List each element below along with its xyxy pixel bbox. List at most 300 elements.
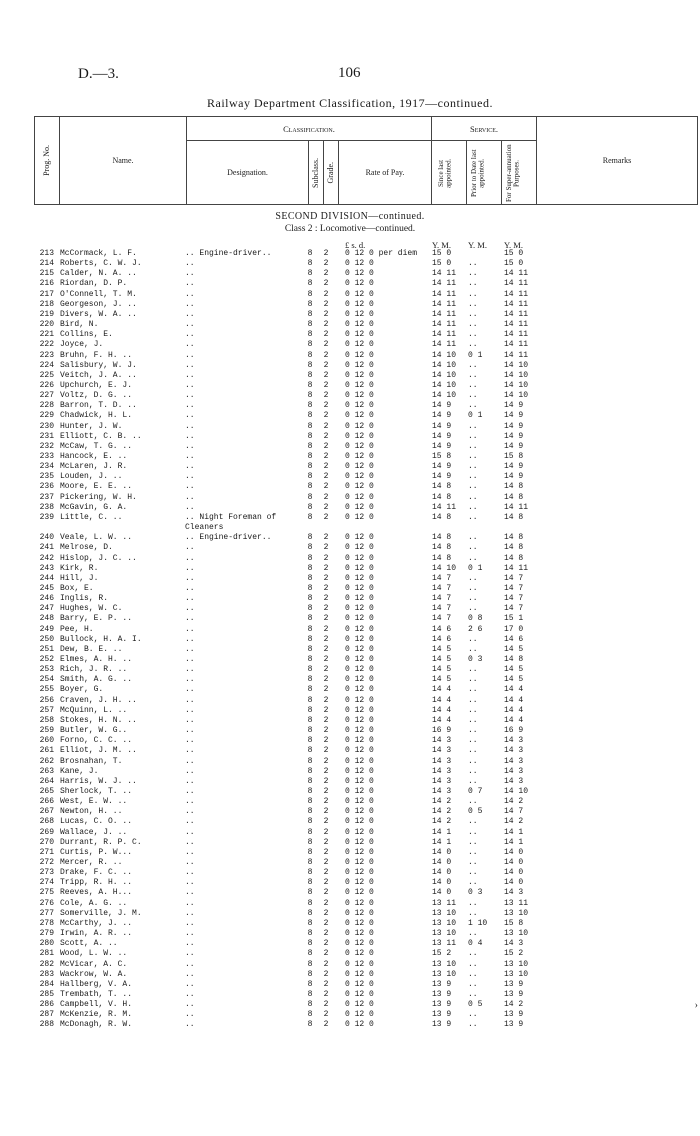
name-cell: Sherlock, T. .. [60, 786, 133, 796]
grade-cell: 2 [323, 908, 329, 918]
table-row [0, 452, 700, 462]
prog-no-cell: 261 [39, 746, 54, 756]
rate-of-pay-cell: 0 12 0 [345, 929, 374, 939]
table-row [0, 320, 700, 330]
rate-of-pay-cell: 0 12 0 [345, 594, 374, 604]
prog-no-cell: 247 [39, 604, 54, 614]
grade-cell: 2 [323, 675, 329, 685]
designation-cell: .. [185, 350, 195, 360]
table-row [0, 807, 700, 817]
superannuation-cell: 13 9 [504, 979, 524, 989]
since-last-cell: 14 11 [432, 340, 457, 350]
subclass-cell: 8 [307, 878, 313, 888]
prior-to-date-cell: .. [468, 675, 478, 685]
col-name: Name. [60, 117, 187, 205]
superannuation-cell: 13 10 [504, 908, 529, 918]
table-row [0, 757, 700, 767]
subclass-cell: 8 [307, 472, 313, 482]
prog-no-cell: 282 [39, 959, 54, 969]
table-row [0, 980, 700, 990]
prior-to-date-cell: .. [468, 330, 478, 340]
name-cell: Craven, J. H. .. [60, 695, 137, 705]
prog-no-cell: 248 [39, 614, 54, 624]
name-cell: Box, E. [60, 583, 94, 593]
rate-of-pay-cell: 0 12 0 [345, 766, 374, 776]
rate-of-pay-cell: 0 12 0 [345, 888, 374, 898]
superannuation-cell: 14 9 [504, 401, 524, 411]
grade-cell: 2 [323, 685, 329, 695]
table-row [0, 1010, 700, 1020]
prior-to-date-cell: .. [468, 685, 478, 695]
designation-cell: .. [185, 827, 195, 837]
rate-of-pay-cell: 0 12 0 [345, 512, 374, 522]
col-subclass: Subclass. [309, 141, 324, 205]
since-last-cell: 14 11 [432, 502, 457, 512]
designation-cell: .. [185, 736, 195, 746]
prog-no-cell: 243 [39, 563, 54, 573]
grade-cell: 2 [323, 269, 329, 279]
prior-to-date-cell: .. [468, 705, 478, 715]
since-last-cell: 14 7 [432, 604, 452, 614]
superannuation-cell: 14 1 [504, 827, 524, 837]
grade-cell: 2 [323, 665, 329, 675]
table-row [0, 625, 700, 635]
designation-cell: .. [185, 279, 195, 289]
name-cell: Georgeson, J. .. [60, 299, 137, 309]
superannuation-cell: 14 9 [504, 472, 524, 482]
grade-cell: 2 [323, 786, 329, 796]
designation-cell: .. [185, 563, 195, 573]
since-last-cell: 14 11 [432, 320, 457, 330]
prog-no-cell: 267 [39, 807, 54, 817]
name-cell: Melrose, D. [60, 543, 113, 553]
subclass-cell: 8 [307, 949, 313, 959]
subclass-cell: 8 [307, 715, 313, 725]
name-cell: Durrant, R. P. C. [60, 837, 142, 847]
name-cell: Veitch, J. A. .. [60, 370, 137, 380]
subclass-cell: 8 [307, 685, 313, 695]
rate-of-pay-cell: 0 12 0 [345, 847, 374, 857]
name-cell: McCaw, T. G. .. [60, 441, 133, 451]
subclass-cell: 8 [307, 279, 313, 289]
prior-to-date-cell: .. [468, 573, 478, 583]
grade-cell: 2 [323, 868, 329, 878]
prior-to-date-cell: .. [468, 340, 478, 350]
superannuation-cell: 14 7 [504, 583, 524, 593]
designation-cell: .. [185, 452, 195, 461]
subclass-cell: 8 [307, 289, 313, 299]
grade-cell: 2 [323, 512, 329, 522]
superannuation-cell: 14 8 [504, 655, 524, 664]
subclass-cell: 8 [307, 898, 313, 908]
table-row [0, 279, 700, 289]
table-row [0, 361, 700, 371]
prior-to-date-cell: .. [468, 441, 478, 451]
designation-cell: .. [185, 360, 195, 370]
name-cell: Wallace, J. .. [60, 827, 128, 837]
grade-cell: 2 [323, 888, 329, 898]
prior-to-date-cell: .. [468, 492, 478, 502]
superannuation-cell: 14 0 [504, 878, 524, 888]
rate-of-pay-cell: 0 12 0 [345, 959, 374, 969]
since-last-cell: 14 9 [432, 411, 452, 421]
superannuation-cell: 14 10 [504, 786, 529, 796]
since-last-cell: 13 9 [432, 979, 452, 989]
prog-no-cell: 222 [39, 340, 54, 350]
rate-of-pay-cell: 0 12 0 [345, 472, 374, 482]
subclass-cell: 8 [307, 563, 313, 573]
section-division: SECOND DIVISION—continued. [275, 211, 425, 222]
rate-of-pay-cell: 0 12 0 [345, 827, 374, 837]
subclass-cell: 8 [307, 726, 313, 736]
prog-no-cell: 227 [39, 391, 54, 401]
rate-of-pay-cell: 0 12 0 [345, 797, 374, 807]
designation-cell: .. [185, 969, 195, 979]
since-last-cell: 14 3 [432, 776, 452, 786]
designation-cell: .. [185, 492, 195, 502]
subclass-cell: 8 [307, 492, 313, 502]
prior-to-date-cell: .. [468, 594, 478, 604]
grade-cell: 2 [323, 969, 329, 979]
grade-cell: 2 [323, 502, 329, 512]
name-cell: Elmes, A. H. .. [60, 655, 133, 664]
name-cell: Hughes, W. C. [60, 604, 123, 614]
name-cell: Hunter, J. W. [60, 421, 123, 431]
rate-of-pay-cell: 0 12 0 [345, 391, 374, 401]
prog-no-cell: 269 [39, 827, 54, 837]
subclass-cell: 8 [307, 827, 313, 837]
prog-no-cell: 213 [39, 249, 54, 258]
subclass-cell: 8 [307, 614, 313, 624]
table-row [0, 878, 700, 888]
name-cell: Campbell, V. H. [60, 1000, 133, 1010]
prior-to-date-cell: 0 1 [468, 350, 483, 360]
since-last-cell: 14 0 [432, 858, 452, 867]
designation-cell: .. [185, 259, 195, 269]
prog-no-cell: 271 [39, 847, 54, 857]
grade-cell: 2 [323, 726, 329, 736]
prior-to-date-cell: .. [468, 827, 478, 837]
rate-of-pay-cell: 0 12 0 [345, 299, 374, 309]
grade-cell: 2 [323, 766, 329, 776]
table-row [0, 513, 700, 523]
rate-of-pay-cell: 0 12 0 per diem [345, 249, 418, 258]
prog-no-cell: 234 [39, 462, 54, 472]
prog-no-cell: 265 [39, 786, 54, 796]
prior-to-date-cell: .. [468, 715, 478, 725]
subclass-cell: 8 [307, 1010, 313, 1020]
rate-of-pay-cell: 0 12 0 [345, 1020, 374, 1030]
superannuation-cell: 14 3 [504, 888, 524, 898]
subclass-cell: 8 [307, 330, 313, 340]
designation-cell: .. [185, 908, 195, 918]
name-cell: Scott, A. .. [60, 939, 118, 949]
superannuation-cell: 14 3 [504, 756, 524, 766]
since-last-cell: 14 8 [432, 533, 452, 543]
margin-mark: › [694, 1000, 698, 1011]
table-row [0, 655, 700, 665]
name-cell: Trembath, T. .. [60, 989, 133, 999]
since-last-cell: 13 10 [432, 959, 457, 969]
table-row [0, 300, 700, 310]
prior-to-date-cell: .. [468, 482, 478, 492]
grade-cell: 2 [323, 259, 329, 269]
designation-cell: .. [185, 309, 195, 319]
designation-cell: .. [185, 644, 195, 654]
superannuation-cell: 14 11 [504, 340, 529, 350]
designation-cell: .. [185, 655, 195, 664]
superannuation-cell: 14 6 [504, 634, 524, 644]
since-last-cell: 14 7 [432, 614, 452, 624]
since-last-cell: 14 3 [432, 736, 452, 746]
table-row [0, 614, 700, 624]
name-cell: Dew, B. E. .. [60, 644, 123, 654]
rate-of-pay-cell: 0 12 0 [345, 309, 374, 319]
prog-no-cell: 231 [39, 431, 54, 441]
name-cell: Roberts, C. W. J. [60, 259, 142, 269]
since-last-cell: 14 10 [432, 563, 457, 573]
designation-cell: .. Engine-driver.. [185, 533, 272, 543]
name-cell: McQuinn, L. .. [60, 705, 128, 715]
prog-no-cell: 238 [39, 502, 54, 512]
designation-cell: .. [185, 776, 195, 786]
prior-to-date-cell: 1 10 [468, 918, 488, 928]
table-row [0, 290, 700, 300]
subclass-cell: 8 [307, 665, 313, 675]
subclass-cell: 8 [307, 634, 313, 644]
designation-cell: .. [185, 330, 195, 340]
table-row [0, 817, 700, 827]
since-last-cell: 14 3 [432, 746, 452, 756]
table-row [0, 970, 700, 980]
grade-cell: 2 [323, 655, 329, 664]
prior-to-date-cell: .. [468, 756, 478, 766]
name-cell: Bullock, H. A. I. [60, 634, 142, 644]
grade-cell: 2 [323, 705, 329, 715]
grade-cell: 2 [323, 482, 329, 492]
since-last-cell: 14 10 [432, 360, 457, 370]
table-row [0, 868, 700, 878]
name-cell: Wood, L. W. .. [60, 949, 128, 959]
superannuation-cell: 14 8 [504, 512, 524, 522]
rate-of-pay-cell: 0 12 0 [345, 908, 374, 918]
superannuation-cell: 14 8 [504, 543, 524, 553]
subclass-cell: 8 [307, 644, 313, 654]
table-row [0, 564, 700, 574]
subclass-cell: 8 [307, 370, 313, 380]
table-row [0, 990, 700, 1000]
table-row [0, 432, 700, 442]
since-last-cell: 16 9 [432, 726, 452, 736]
designation-cell: .. [185, 695, 195, 705]
prior-to-date-cell: .. [468, 847, 478, 857]
superannuation-cell: 14 3 [504, 766, 524, 776]
grade-cell: 2 [323, 959, 329, 969]
designation-cell: .. [185, 594, 195, 604]
subclass-cell: 8 [307, 482, 313, 492]
superannuation-cell: 14 5 [504, 665, 524, 675]
rate-of-pay-cell: 0 12 0 [345, 644, 374, 654]
rate-of-pay-cell: 0 12 0 [345, 350, 374, 360]
prog-no-cell: 285 [39, 989, 54, 999]
rate-of-pay-cell: 0 12 0 [345, 573, 374, 583]
designation-cell: .. [185, 868, 195, 878]
designation-cell: .. [185, 370, 195, 380]
grade-cell: 2 [323, 604, 329, 614]
designation-cell: .. [185, 665, 195, 675]
since-last-cell: 14 0 [432, 868, 452, 878]
name-cell: Bruhn, F. H. .. [60, 350, 133, 360]
prog-no-cell: 242 [39, 553, 54, 563]
prior-to-date-cell: .. [468, 401, 478, 411]
since-last-cell: 14 9 [432, 441, 452, 451]
rate-of-pay-cell: 0 12 0 [345, 279, 374, 289]
rate-of-pay-cell: 0 12 0 [345, 482, 374, 492]
table-row [0, 675, 700, 685]
designation-cell: .. [185, 441, 195, 451]
designation-cell: .. [185, 685, 195, 695]
rate-of-pay-cell: 0 12 0 [345, 543, 374, 553]
designation-cell: .. [185, 715, 195, 725]
table-row [0, 1000, 700, 1010]
table-row [0, 584, 700, 594]
grade-cell: 2 [323, 1010, 329, 1020]
table-row [0, 422, 700, 432]
name-cell: McKenzie, R. M. [60, 1010, 133, 1020]
prior-to-date-cell: .. [468, 949, 478, 959]
superannuation-cell: 14 11 [504, 563, 529, 573]
table-row [0, 797, 700, 807]
since-last-cell: 14 3 [432, 786, 452, 796]
table-row [0, 635, 700, 645]
table-row [0, 665, 700, 675]
prior-to-date-cell: .. [468, 817, 478, 827]
designation-cell: .. [185, 340, 195, 350]
name-cell: Salisbury, W. J. [60, 360, 137, 370]
column-header-table [34, 116, 698, 205]
table-row [0, 899, 700, 909]
since-last-cell: 13 10 [432, 969, 457, 979]
designation-cell: .. [185, 898, 195, 908]
rate-of-pay-cell: 0 12 0 [345, 370, 374, 380]
rate-of-pay-cell: 0 12 0 [345, 411, 374, 421]
subclass-cell: 8 [307, 299, 313, 309]
designation-cell: .. [185, 705, 195, 715]
designation-cell: .. [185, 726, 195, 736]
superannuation-cell: 13 9 [504, 989, 524, 999]
table-row [0, 696, 700, 706]
name-cell: Stokes, H. N. .. [60, 715, 137, 725]
prior-to-date-cell: .. [468, 858, 478, 867]
subclass-cell: 8 [307, 929, 313, 939]
table-row [0, 330, 700, 340]
table-row [0, 919, 700, 929]
superannuation-cell: 14 9 [504, 421, 524, 431]
since-last-cell: 14 0 [432, 878, 452, 888]
table-row [0, 949, 700, 959]
designation-cell: .. [185, 786, 195, 796]
since-last-cell: 15 8 [432, 452, 452, 461]
superannuation-cell: 17 0 [504, 624, 524, 634]
prior-to-date-cell: .. [468, 959, 478, 969]
subclass-cell: 8 [307, 1000, 313, 1010]
subclass-cell: 8 [307, 502, 313, 512]
table-row [0, 848, 700, 858]
superannuation-cell: 14 11 [504, 330, 529, 340]
col-designation: Designation. [187, 141, 309, 205]
subclass-cell: 8 [307, 573, 313, 583]
designation-cell: .. Night Foreman of [185, 512, 277, 522]
since-last-cell: 15 2 [432, 949, 452, 959]
rate-of-pay-cell: 0 12 0 [345, 949, 374, 959]
subclass-cell: 8 [307, 746, 313, 756]
prior-to-date-cell: .. [468, 320, 478, 330]
designation-cell: .. [185, 431, 195, 441]
since-last-cell: 13 11 [432, 939, 457, 949]
since-last-cell: 14 8 [432, 543, 452, 553]
prior-to-date-cell: .. [468, 583, 478, 593]
superannuation-cell: 14 9 [504, 411, 524, 421]
name-cell: McCarthy, J. .. [60, 918, 133, 928]
prior-to-date-cell: .. [468, 472, 478, 482]
designation-cell: .. [185, 817, 195, 827]
prog-no-cell: 214 [39, 259, 54, 269]
designation-cell: .. [185, 634, 195, 644]
since-last-cell: 14 4 [432, 685, 452, 695]
rate-of-pay-cell: 0 12 0 [345, 898, 374, 908]
prior-to-date-cell: .. [468, 370, 478, 380]
superannuation-cell: 15 8 [504, 918, 524, 928]
subclass-cell: 8 [307, 837, 313, 847]
prior-to-date-cell: .. [468, 644, 478, 654]
since-last-cell: 14 1 [432, 827, 452, 837]
since-last-cell: 14 3 [432, 756, 452, 766]
rate-of-pay-cell: 0 12 0 [345, 563, 374, 573]
grade-cell: 2 [323, 1020, 329, 1030]
superannuation-cell: 14 7 [504, 604, 524, 614]
grade-cell: 2 [323, 350, 329, 360]
rate-of-pay-cell: 0 12 0 [345, 817, 374, 827]
table-row [0, 411, 700, 421]
grade-cell: 2 [323, 309, 329, 319]
prog-no-cell: 235 [39, 472, 54, 482]
prior-to-date-cell: .. [468, 908, 478, 918]
prog-no-cell: 260 [39, 736, 54, 746]
prior-to-date-cell: .. [468, 391, 478, 401]
prog-no-cell: 230 [39, 421, 54, 431]
subclass-cell: 8 [307, 421, 313, 431]
designation-cell: .. [185, 269, 195, 279]
subclass-cell: 8 [307, 512, 313, 522]
designation-cell: .. [185, 939, 195, 949]
superannuation-cell: 14 0 [504, 858, 524, 867]
grade-cell: 2 [323, 715, 329, 725]
prog-no-cell: 266 [39, 797, 54, 807]
subclass-cell: 8 [307, 462, 313, 472]
subclass-cell: 8 [307, 269, 313, 279]
grade-cell: 2 [323, 279, 329, 289]
designation-cell: .. [185, 675, 195, 685]
name-cell: Barron, T. D. .. [60, 401, 137, 411]
col-prior-to-date: Prior to Date last appointed. [467, 141, 502, 205]
subclass-cell: 8 [307, 766, 313, 776]
superannuation-cell: 14 11 [504, 279, 529, 289]
grade-cell: 2 [323, 979, 329, 989]
rate-of-pay-cell: 0 12 0 [345, 624, 374, 634]
col-rate-of-pay: Rate of Pay. [339, 141, 432, 205]
subclass-cell: 8 [307, 309, 313, 319]
prior-to-date-cell: .. [468, 898, 478, 908]
